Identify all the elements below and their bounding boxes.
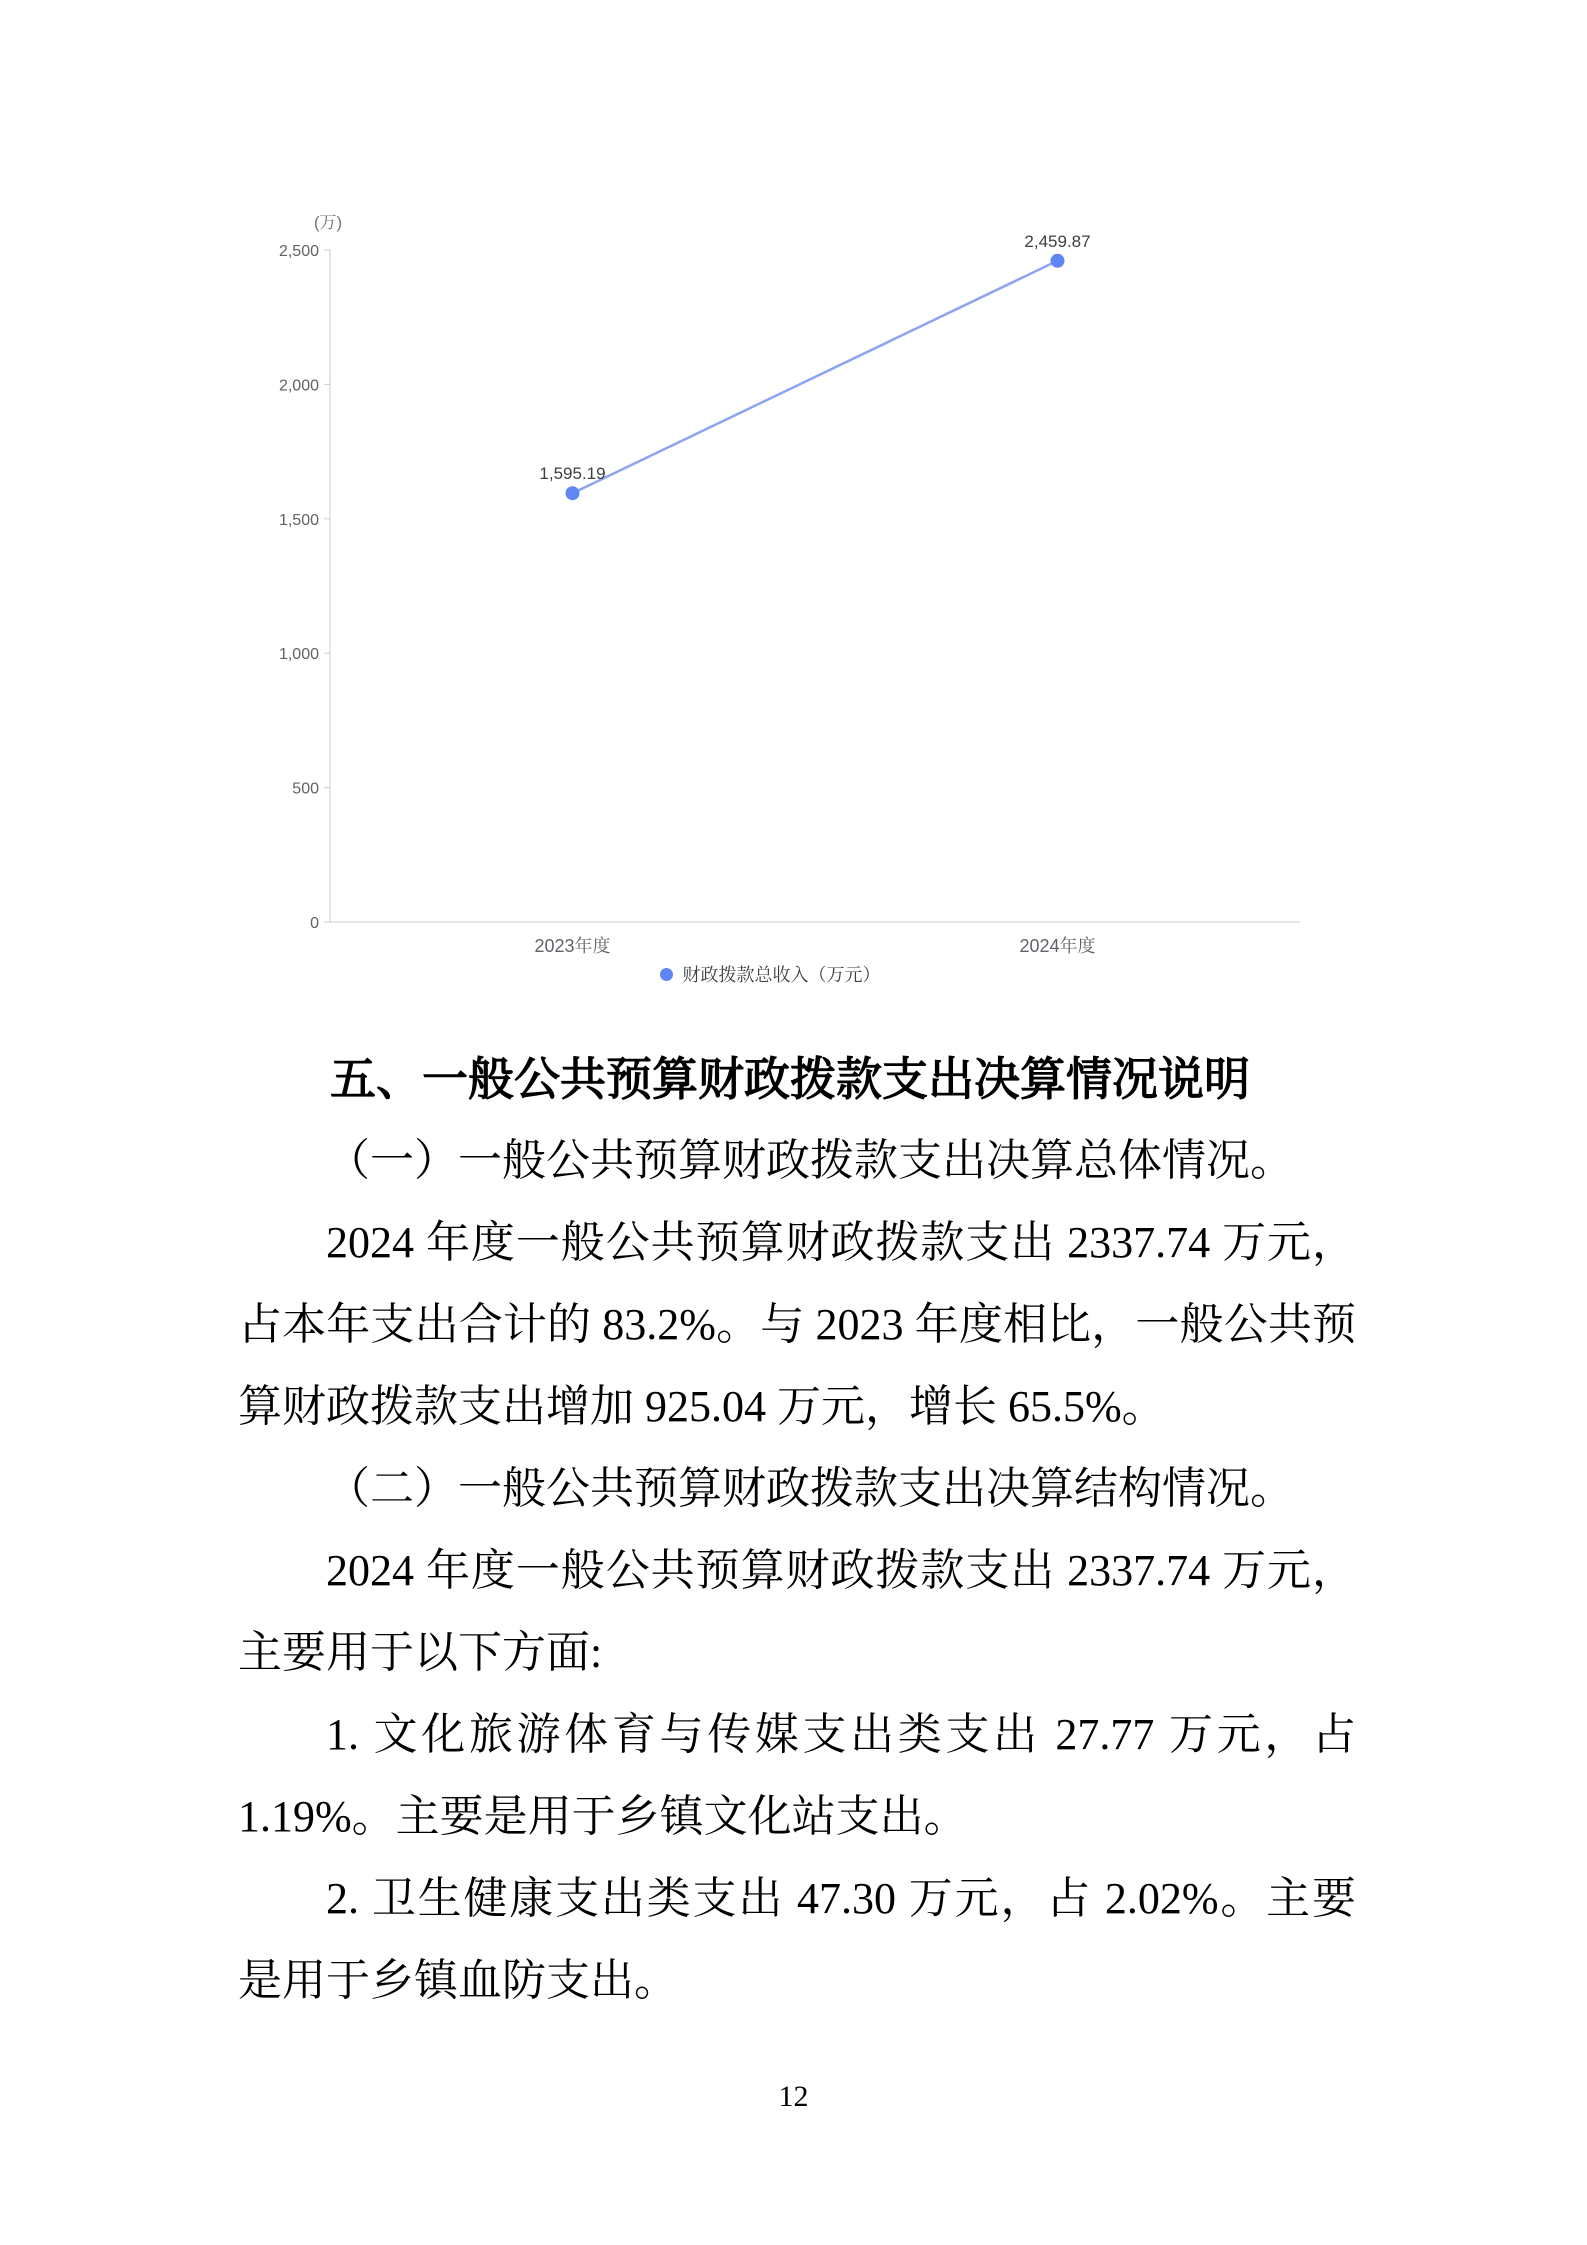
- chart-legend: [230, 961, 1310, 987]
- series-line: [573, 261, 1058, 493]
- data-point-label: 2,459.87: [1024, 231, 1091, 251]
- line-chart-svg: [230, 165, 1310, 957]
- y-tick-label: 500: [292, 780, 319, 798]
- fiscal-revenue-line-chart: [230, 165, 1310, 987]
- page-number: 12: [778, 2080, 809, 2113]
- paragraph: （二）一般公共预算财政拨款支出决算结构情况。: [326, 1464, 1294, 1513]
- paragraph: （一）一般公共预算财政拨款支出决算总体情况。: [326, 1136, 1294, 1185]
- paragraph: 2. 卫生健康支出类支出 47.30 万元，占 2.02%。主要是用于乡镇血防支出。: [238, 1874, 1356, 2005]
- y-axis-unit-label: (万): [313, 213, 343, 232]
- x-axis-label: 2024年度: [1019, 936, 1096, 956]
- legend-marker-icon: [660, 968, 673, 981]
- y-tick-label: 2,500: [278, 243, 319, 260]
- y-tick-label: 2,000: [278, 377, 319, 395]
- data-point: [566, 486, 580, 500]
- document-body: [238, 1038, 1356, 2022]
- legend-series-label: 财政拨款总收入（万元）: [682, 965, 881, 985]
- y-tick-label: 1,000: [278, 646, 319, 664]
- section-heading: 五、一般公共预算财政拨款支出决算情况说明: [330, 1053, 1250, 1105]
- paragraph: 1. 文化旅游体育与传媒支出类支出 27.77 万元，占 1.19%。主要是用于乡镇文化站支出。: [238, 1710, 1356, 1841]
- y-tick-label: 1,500: [278, 511, 319, 529]
- y-tick-label: 0: [310, 915, 319, 932]
- data-point-label: 1,595.19: [539, 464, 606, 484]
- paragraph: 2024 年度一般公共预算财政拨款支出 2337.74 万元，占本年支出合计的 83.2%。与 2023 年度相比，一般公共预算财政拨款支出增加 925.04 万元，增长 65.5%。: [238, 1218, 1356, 1431]
- paragraph-list: [238, 1120, 1356, 2022]
- paragraph: 2024 年度一般公共预算财政拨款支出 2337.74 万元，主要用于以下方面:: [238, 1546, 1356, 1677]
- x-axis-label: 2023年度: [534, 936, 611, 956]
- data-point: [1051, 254, 1065, 268]
